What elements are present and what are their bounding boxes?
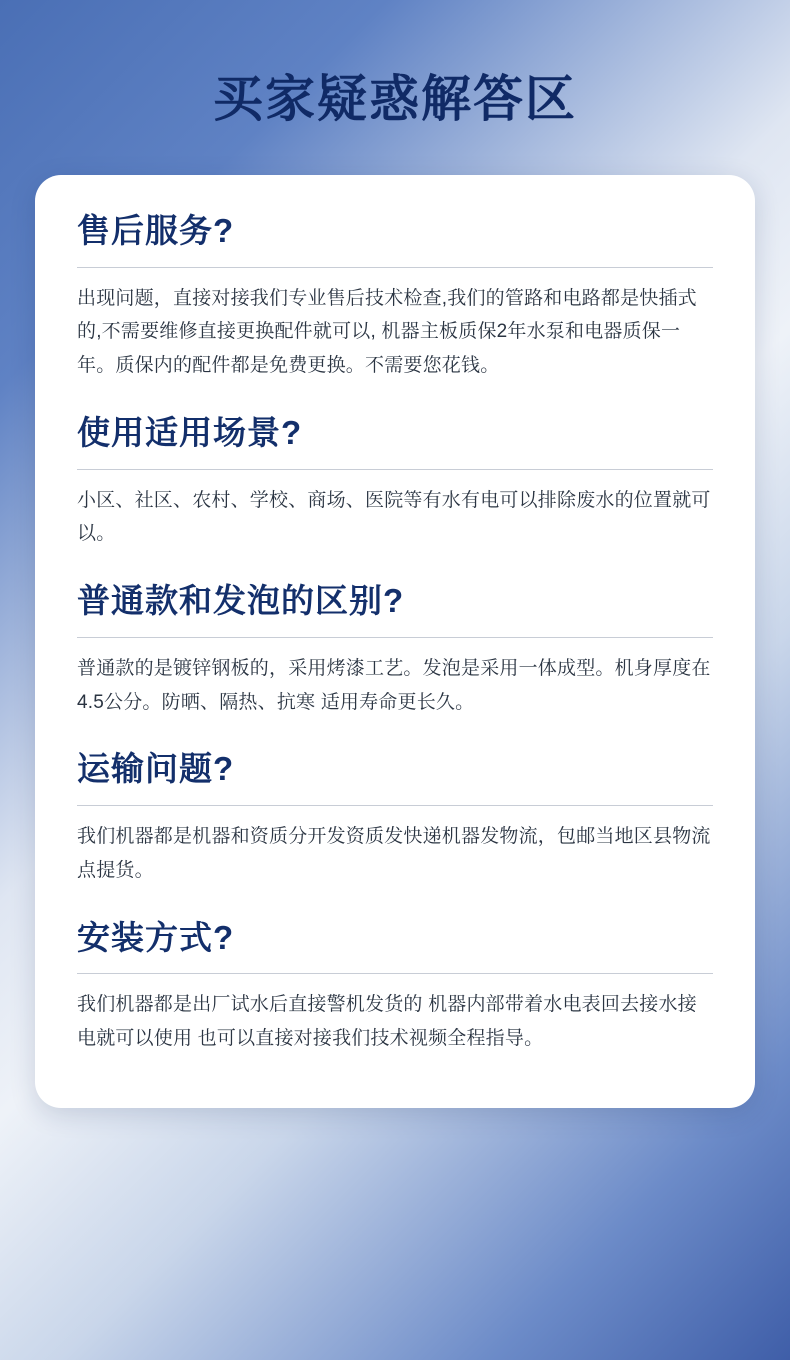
faq-divider (77, 805, 713, 806)
faq-question: 普通款和发泡的区别? (77, 582, 405, 620)
faq-item (77, 581, 713, 719)
page-title: 买家疑惑解答区 (213, 71, 577, 127)
faq-item (77, 211, 713, 383)
faq-item (77, 413, 713, 551)
faq-card (35, 175, 755, 1108)
faq-answer: 我们机器都是出厂试水后直接警机发货的 机器内部带着水电表回去接水接电就可以使用 也可以直接对接我们技术视频全程指导。 (77, 994, 697, 1050)
faq-question: 安装方式? (77, 918, 235, 956)
faq-divider (77, 267, 713, 268)
faq-item (77, 918, 713, 1056)
faq-divider (77, 973, 713, 974)
faq-answer: 出现问题，直接对接我们专业售后技术检查,我们的管路和电路都是快插式的,不需要维修直接更换配件就可以, 机器主板质保2年水泵和电器质保一年。质保内的配件都是免费更换。不需要您花钱。 (77, 287, 697, 377)
faq-question: 使用适用场景? (77, 414, 303, 452)
faq-divider (77, 469, 713, 470)
faq-question: 运输问题? (77, 750, 235, 788)
faq-divider (77, 637, 713, 638)
faq-answer: 小区、社区、农村、学校、商场、医院等有水有电可以排除废水的位置就可以。 (77, 489, 711, 545)
faq-question: 售后服务? (77, 212, 235, 249)
faq-answer: 普通款的是镀锌钢板的，采用烤漆工艺。发泡是采用一体成型。机身厚度在4.5公分。防晒、隔热、抗寒 适用寿命更长久。 (77, 657, 711, 713)
faq-item (77, 749, 713, 887)
faq-answer: 我们机器都是机器和资质分开发资质发快递机器发物流，包邮当地区县物流点提货。 (77, 826, 711, 881)
